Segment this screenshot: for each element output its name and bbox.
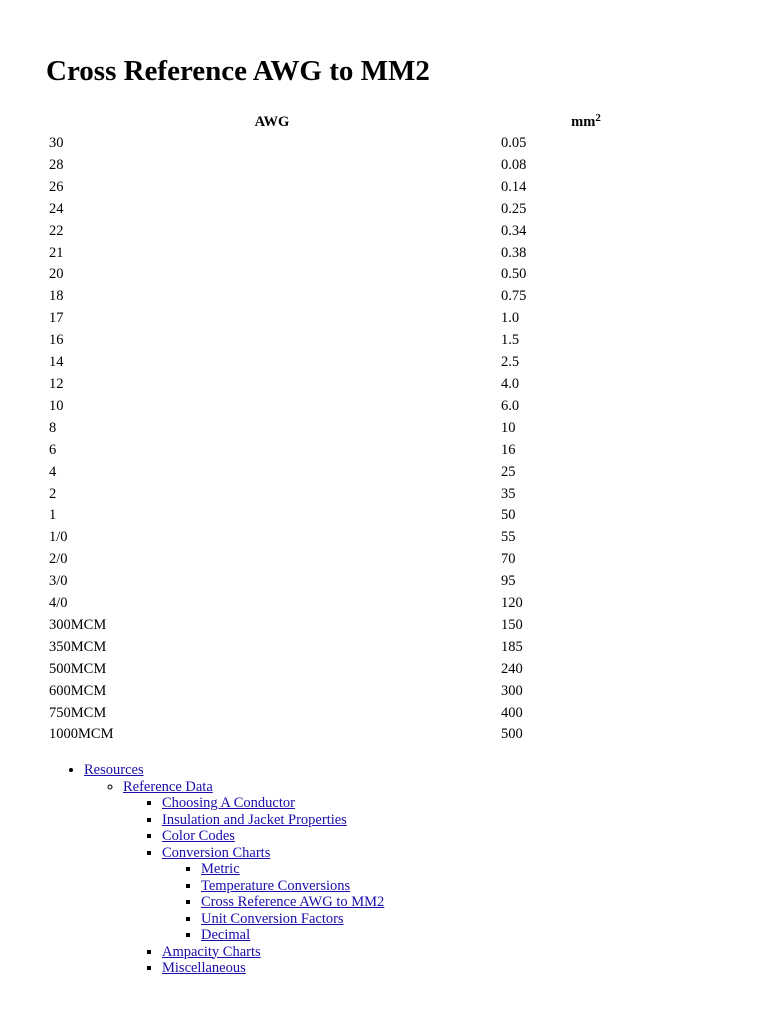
mm2-cell: 0.05	[501, 135, 527, 151]
mm2-cell: 150	[501, 616, 523, 633]
awg-cell: 3/0	[49, 573, 68, 590]
column-header-mm2-text: mm	[571, 113, 596, 130]
table-row	[46, 418, 674, 440]
table-row	[46, 440, 674, 462]
color-codes-link[interactable]: Color Codes	[162, 828, 235, 844]
awg-cell: 8	[49, 419, 57, 436]
mm2-cell: 50	[501, 507, 516, 524]
table-row	[46, 724, 674, 746]
awg-cell: 4/0	[49, 595, 68, 612]
table-row	[46, 243, 674, 265]
unit-conversion-link[interactable]: Unit Conversion Factors	[201, 910, 344, 927]
mm2-cell: 300	[501, 682, 523, 699]
mm2-cell: 35	[501, 485, 516, 502]
mm2-cell: 0.14	[501, 178, 527, 195]
awg-cell: 26	[49, 178, 64, 195]
nav-item-miscellaneous	[162, 960, 384, 977]
table-row	[46, 199, 674, 221]
mm2-cell: 0.25	[501, 200, 527, 217]
mm2-cell: 0.75	[501, 288, 527, 305]
table-row	[46, 527, 674, 549]
awg-cell: 1000MCM	[49, 726, 114, 743]
awg-cell: 1/0	[49, 529, 68, 546]
table-row	[46, 571, 674, 593]
mm2-cell: 95	[501, 573, 516, 590]
awg-cell: 750MCM	[49, 704, 107, 721]
awg-cell: 2	[49, 485, 57, 502]
awg-cell: 17	[49, 310, 64, 327]
nav-item-choosing-conductor	[162, 795, 384, 812]
table-row	[46, 549, 674, 571]
page-title: Cross Reference AWG to MM2	[46, 55, 430, 87]
conversion-charts-link[interactable]: Conversion Charts	[162, 844, 271, 861]
mm2-cell: 0.08	[501, 156, 527, 173]
nav-item-reference-data	[123, 779, 384, 977]
mm2-cell: 16	[501, 441, 516, 458]
mm2-cell: 400	[501, 704, 523, 721]
mm2-cell: 0.34	[501, 222, 527, 239]
table-row	[46, 264, 674, 286]
awg-cell: 350MCM	[49, 638, 107, 655]
awg-cell: 28	[49, 156, 64, 173]
nav-item-resources	[84, 762, 384, 977]
table-row	[46, 637, 674, 659]
choosing-conductor-link[interactable]: Choosing A Conductor	[162, 795, 295, 811]
awg-cell: 1	[49, 507, 57, 524]
awg-cell: 10	[49, 397, 64, 414]
table-row	[46, 155, 674, 177]
nav-item-cross-reference	[201, 894, 384, 911]
mm2-cell: 500	[501, 726, 523, 743]
table-row	[46, 352, 674, 374]
awg-cell: 16	[49, 332, 64, 349]
insulation-jacket-link[interactable]: Insulation and Jacket Properties	[162, 811, 347, 828]
awg-cell: 6	[49, 441, 57, 458]
table-row	[46, 133, 674, 155]
table-row	[46, 703, 674, 725]
cross-reference-link[interactable]: Cross Reference AWG to MM2	[201, 894, 385, 910]
nav-item-temperature-conversions	[201, 878, 384, 895]
table-row	[46, 308, 674, 330]
site-navigation	[46, 762, 384, 977]
nav-item-color-codes	[162, 828, 384, 845]
awg-cell: 600MCM	[49, 682, 107, 699]
temperature-conversions-link[interactable]: Temperature Conversions	[201, 877, 351, 894]
table-row	[46, 462, 674, 484]
mm2-cell: 70	[501, 551, 516, 568]
metric-link[interactable]: Metric	[201, 861, 240, 877]
awg-cell: 2/0	[49, 551, 68, 568]
reference-data-link[interactable]: Reference Data	[123, 778, 213, 795]
mm2-cell: 1.5	[501, 332, 520, 349]
table-row	[46, 286, 674, 308]
awg-cell: 24	[49, 200, 64, 217]
mm2-cell: 55	[501, 529, 516, 546]
table-row	[46, 593, 674, 615]
mm2-cell: 10	[501, 419, 516, 436]
ampacity-charts-link[interactable]: Ampacity Charts	[162, 943, 261, 960]
awg-cell: 21	[49, 244, 64, 261]
awg-cell: 4	[49, 463, 57, 480]
decimal-link[interactable]: Decimal	[201, 927, 251, 943]
mm2-cell: 240	[501, 660, 523, 677]
nav-item-insulation-jacket	[162, 812, 384, 829]
mm2-cell: 185	[501, 638, 523, 655]
mm2-cell: 0.50	[501, 266, 527, 283]
table-row	[46, 659, 674, 681]
mm2-cell: 120	[501, 595, 523, 612]
awg-cell: 20	[49, 266, 64, 283]
awg-cell: 18	[49, 288, 64, 305]
nav-item-unit-conversion	[201, 911, 384, 928]
mm2-cell: 0.38	[501, 244, 527, 261]
table-header-row	[46, 111, 674, 133]
mm2-cell: 6.0	[501, 397, 520, 414]
awg-cell: 14	[49, 354, 64, 371]
nav-item-decimal	[201, 927, 384, 944]
nav-item-conversion-charts	[162, 845, 384, 944]
table-row	[46, 374, 674, 396]
table-row	[46, 330, 674, 352]
awg-cell: 500MCM	[49, 660, 107, 677]
table-row	[46, 221, 674, 243]
awg-cell: 22	[49, 222, 64, 239]
table-row	[46, 396, 674, 418]
resources-link[interactable]: Resources	[84, 762, 144, 778]
column-header-mm2-superscript: 2	[595, 111, 601, 124]
nav-item-metric	[201, 861, 384, 878]
table-body	[46, 133, 674, 746]
miscellaneous-link[interactable]: Miscellaneous	[162, 960, 246, 976]
column-header-awg: AWG	[254, 113, 290, 130]
table-row	[46, 615, 674, 637]
mm2-cell: 2.5	[501, 354, 520, 371]
table-row	[46, 484, 674, 506]
table-row	[46, 505, 674, 527]
column-header-mm2	[498, 111, 674, 133]
mm2-cell: 1.0	[501, 310, 520, 327]
awg-cell: 300MCM	[49, 616, 107, 633]
awg-cell: 30	[49, 135, 64, 151]
awg-cell: 12	[49, 375, 64, 392]
nav-item-ampacity-charts	[162, 944, 384, 961]
mm2-cell: 4.0	[501, 375, 520, 392]
table-row	[46, 681, 674, 703]
table-row	[46, 177, 674, 199]
awg-mm2-table	[46, 111, 674, 746]
mm2-cell: 25	[501, 463, 516, 480]
